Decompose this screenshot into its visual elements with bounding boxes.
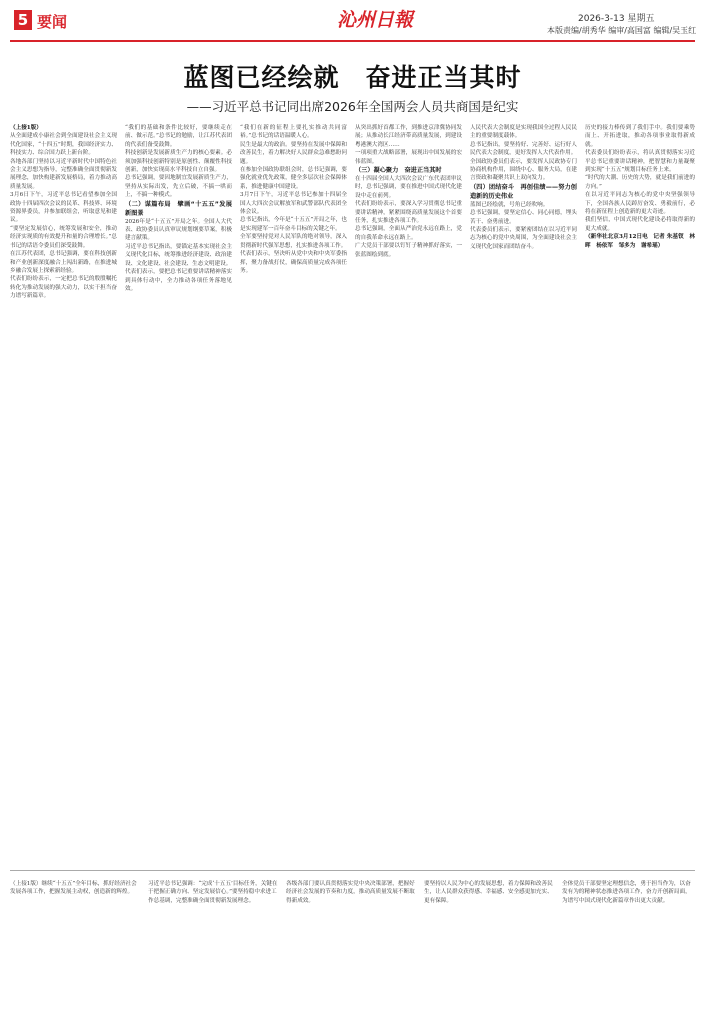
paragraph: 代表委员们纷纷表示，将认真贯彻落实习近平总书记重要讲话精神，把智慧和力量凝聚到实现“十五五”规划目标任务上来。	[585, 150, 695, 174]
section-title: 要闻	[37, 13, 68, 31]
paragraph: 一项项重大战略部署，展现出中国发展的宏伟蓝图。	[355, 150, 462, 165]
paragraph: 总书记强调，全面从严治党永远在路上，党的自我革命永远在路上。	[355, 226, 462, 241]
editor-credits: 本版责编/胡秀华 编审/高国富 编辑/吴玉红	[547, 26, 697, 35]
header-rule	[10, 40, 695, 42]
bottom-column-2	[148, 874, 280, 1010]
paragraph: 历史的接力棒传到了我们手中。我们要乘势而上、开拓进取，推动各项事业取得新成就。	[585, 125, 695, 148]
paragraph: 3月7日下午，习近平总书记参加十四届全国人大四次会议解放军和武警部队代表团全体会议。	[240, 192, 347, 216]
article-body	[10, 124, 695, 864]
article-column-4	[355, 124, 462, 864]
section-heading: （三）凝心聚力 奋进正当其时	[355, 167, 442, 175]
paragraph: 广大党员干部要以钉钉子精神抓好落实，一张蓝图绘到底。	[355, 243, 462, 258]
paragraph: “要坚定发展信心，统筹发展和安全，推动经济实现质的有效提升和量的合理增长。”总书记的话语令委员们深受鼓舞。	[10, 225, 117, 249]
paragraph: 全军要坚持党对人民军队的绝对领导，深入贯彻新时代强军思想，扎实推进各项工作。	[240, 234, 347, 249]
paragraph: 各级各部门要认真贯彻落实党中央决策部署，把握好经济社会发展的节奏和力度，推动高质量发展不断取得新成效。	[286, 880, 415, 904]
paragraph: 总书记强调，要因地制宜发展新质生产力，坚持从实际出发，先立后破，不搞一哄而上，不搞一种模式。	[125, 175, 232, 199]
paragraph: 2026年是“十五五”开局之年。全国人大代表、政协委员认真审议规划纲要草案，积极建言献策。	[125, 218, 232, 242]
paragraph: 在江苏代表团，总书记强调，要在科技创新和产业创新深度融合上闯出新路，在推进城乡融合发展上探索新经验。	[10, 251, 117, 274]
article-byline: （新华社北京3月12日电 记者 朱基钗 林晖 杨依军 邹多为 谢希瑶）	[585, 234, 695, 249]
svg-text:沁州日報: 沁州日報	[336, 9, 414, 31]
paragraph: “我们在新的征程上要扎实推动共同富裕。”总书记的话语温暖人心。	[240, 125, 347, 140]
section-heading: （四）团结奋斗 再创佳绩——努力创造新的历史伟业	[470, 183, 577, 200]
paragraph: 总书记指出，今年是“十五五”开局之年，也是实现建军一百年奋斗目标的关键之年。	[240, 217, 347, 232]
article-column-2	[125, 124, 232, 864]
paragraph: 全国政协委员们表示，要发挥人民政协专门协商机构作用，围绕中心、服务大局，在建言资政和凝聚共识上双向发力。	[470, 158, 577, 182]
paragraph: “时代的大潮、历史的大势，就是我们前进的方向。”	[585, 175, 695, 190]
paragraph: 从全面建成小康社会到全面建设社会主义现代化国家，“十四五”时期，我国经济实力、科技实力、综合国力跃上新台阶。	[10, 133, 117, 157]
masthead	[0, 0, 705, 44]
section-divider	[10, 870, 695, 871]
article-lead: （上接1版）	[10, 125, 42, 131]
issue-date: 2026-3-13 星期五	[578, 14, 655, 24]
article-subtitle: ——习近平总书记同出席2026年全国两会人员共商国是纪实	[186, 99, 519, 114]
paragraph: 习近平总书记指出，要锚定基本实现社会主义现代化目标，统筹推进经济建设、政治建设、文化建设、社会建设、生态文明建设。	[125, 243, 232, 267]
paragraph: 习近平总书记强调：“完成‘十五五’目标任务，关键在于把握正确方向、坚定发展信心。”要坚持稳中求进工作总基调，完整准确全面贯彻新发展理念。	[148, 880, 278, 904]
paragraph: 各地各部门坚持以习近平新时代中国特色社会主义思想为指导，完整准确全面贯彻新发展理念，加快构建新发展格局，着力推动高质量发展。	[10, 158, 117, 190]
paragraph: 科技创新是发展新质生产力的核心要素。必须加强科技创新特别是原创性、颠覆性科技创新，加快实现高水平科技自立自强。	[125, 150, 232, 174]
bottom-column-1	[10, 874, 142, 1010]
paragraph: “我们的基础和条件比较好，要继续走在前、做示范。”总书记的勉励，让江苏代表团的代表们备受鼓舞。	[125, 125, 232, 148]
bottom-column-4	[424, 874, 556, 1010]
paragraph: 总书记指出，要坚持好、完善好、运行好人民代表大会制度，更好发挥人大代表作用。	[470, 141, 577, 157]
paragraph: 代表们表示，坚决听从党中央和中央军委指挥，聚力备战打仗，确保高质量完成各项任务。	[240, 251, 347, 274]
paragraph: 全体党员干部要坚定理想信念，勇于担当作为，以奋发有为的精神状态推进各项工作，奋力开创新局面，为谱写中国式现代化新篇章作出更大贡献。	[562, 880, 691, 904]
article-column-5	[470, 124, 577, 864]
article-column-3	[240, 124, 347, 864]
paragraph: 蓝图已经绘就，号角已经吹响。	[470, 201, 549, 208]
paragraph: 从突出抓好首都工作，到推进京津冀协同发展；从推动长江经济带高质量发展，到建设粤港澳大湾区……	[355, 125, 462, 148]
newspaper-logo	[330, 4, 420, 34]
paragraph: （上接1版）继续“十五五”全年目标，抓好经济社会发展各项工作，把握发展主动权，创造新的辉煌。	[10, 880, 137, 896]
paragraph: 代表们纷纷表示，要深入学习贯彻总书记重要讲话精神，紧紧围绕高质量发展这个首要任务，扎实推进各项工作。	[355, 201, 462, 225]
paragraph: 在十四届全国人大四次会议广东代表团审议时，总书记强调，要在推进中国式现代化建设中走在前列。	[355, 176, 462, 199]
bottom-column-3	[286, 874, 418, 1010]
paragraph: 代表们表示，要把总书记重要讲话精神落实到具体行动中，全力推动各项任务落地见效。	[125, 269, 232, 292]
paragraph: 要坚持以人民为中心的发展思想，着力保障和改善民生，让人民群众获得感、幸福感、安全感更加充实、更有保障。	[424, 880, 553, 904]
section-heading: （二）谋篇布局 擘画“十五五”发展新图景	[125, 200, 232, 217]
bottom-article	[10, 874, 695, 1010]
article-column-1	[10, 124, 117, 864]
article-title: 蓝图已经绘就 奋进正当其时	[183, 63, 522, 92]
paragraph: 代表委员们表示，要紧密团结在以习近平同志为核心的党中央周围，为全面建设社会主义现代化国家而团结奋斗。	[470, 227, 577, 250]
page-number: 5	[14, 10, 32, 30]
bottom-column-5	[562, 874, 695, 1010]
paragraph: 人民代表大会制度是实现我国全过程人民民主的重要制度载体。	[470, 125, 577, 140]
article-column-6	[585, 124, 695, 864]
paragraph: 民生是最大的政治。要坚持在发展中保障和改善民生，着力解决好人民群众急难愁盼问题。	[240, 141, 347, 165]
paragraph: 在以习近平同志为核心的党中央坚强领导下，全国各族人民踔厉奋发、勇毅前行，必将在新征程上创造新的更大奇迹。	[585, 192, 695, 216]
paragraph: 我们坚信，中国式现代化建设必将取得新的更大成就。	[585, 217, 695, 232]
paragraph: 在参加全国政协联组会时，总书记强调，要强化就业优先政策，健全多层次社会保障体系，推进健康中国建设。	[240, 167, 347, 190]
paragraph: 3月6日下午，习近平总书记看望参加全国政协十四届四次会议的民革、科技界、环境资源界委员，并参加联组会，听取意见和建议。	[10, 192, 117, 224]
paragraph: 代表们纷纷表示，一定把总书记的殷殷嘱托转化为推动发展的强大动力，以实干担当奋力谱写新篇章。	[10, 276, 117, 300]
paragraph: 总书记强调，要坚定信心、同心同德，埋头苦干、奋勇前进。	[470, 210, 577, 225]
